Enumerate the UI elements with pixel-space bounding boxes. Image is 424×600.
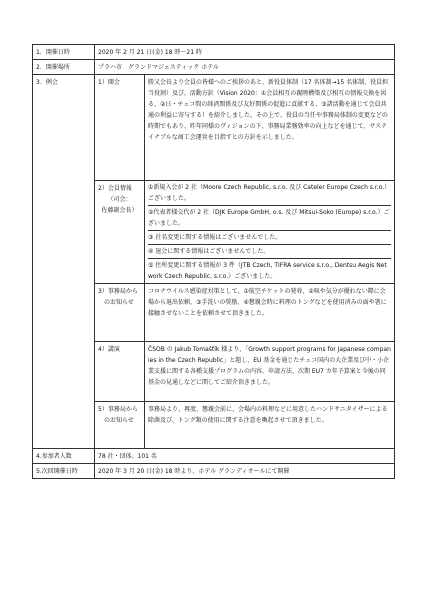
member-item-representative: ②代表者様交代が 2 社（DJK Europe GmbH, o.s. 及び Mitsui-Soko (Europe) s.r.o.）ございました。 — [148, 206, 391, 231]
secretariat1-text: コロナウイルス感染症対策として、①航空チケットの発券、②咳や気分が優れない際に会場から退出依頼、③手洗いの奨励、④懇親会時に料理のトングなどを使用済みの面や箸に接触させないことを依頼させて頂きました。 — [145, 284, 395, 342]
minutes-table — [32, 44, 395, 479]
members-label-line2: （司会： — [107, 196, 132, 203]
next-label: 5.次回開催日時 — [33, 464, 95, 479]
secretariat2-text: 事務局より、再度、懇親会前に、会場内の料理などに用意したハンドサニタイザーによる除菌及び、トング類の使用に関する注意を喚起させて頂きました。 — [145, 402, 395, 449]
secretariat1-label-line1: 3）事務局から — [98, 288, 138, 295]
next-value: 2020 年 3 月 20 日(金) 18 時より、ホテル グランディオールにて開催 — [95, 464, 395, 479]
member-item-new: ①新規入会が 2 社（Moore Czech Republic, s.r.o. 及び Cateler Europe Czech s.r.o.）ございました。 — [148, 181, 391, 206]
venue-label: 2．開催場所 — [33, 60, 95, 75]
row-date — [33, 45, 395, 60]
member-item-name-change: ③ 社名変更に関する情報はございませんでした。 — [148, 231, 391, 245]
secretariat2-label — [95, 402, 145, 449]
secretariat2-label-line2: のお知らせ — [104, 417, 134, 424]
member-item-withdrawal: ④ 退会に関する情報はございませんでした。 — [148, 245, 391, 259]
agenda-label: 3．例会 — [33, 75, 95, 449]
secretariat1-label-line2: のお知らせ — [104, 299, 134, 306]
attendees-value: 78 社・団体、101 名 — [95, 449, 395, 464]
members-label-line3: 佐藤副会長） — [101, 207, 138, 214]
opening-text: 勝又会長より会員の皆様へのご挨拶のあと、新役員体制（17 名体制→15 名体制、役員担当役割）及び、活動方針（Vision 2020：①会員相互の親睦構築及び相互の情報交換を図る、②日・チェコ間の経済関係及び友好関係の促進に貢献する、③諸活動を通じて会員共通の利益に寄与する）を紹介しました。その上で、役員の当任や事務局体制の変更などの時期でもあり、昨年同様のヴィジョンの下、事務局業務効率の向上などを通じて、サステイナブルな商工会運営を目指すとの方針を示しました。 — [145, 75, 395, 181]
secretariat2-label-line1: 5）事務局から — [98, 406, 138, 413]
members-label-line1: 2）会員情報 — [98, 185, 132, 192]
row-attendees — [33, 449, 395, 464]
date-value: 2020 年 2 月 21 日(金) 18 時～21 時 — [95, 45, 395, 60]
row-opening — [33, 75, 395, 181]
secretariat1-label — [95, 284, 145, 342]
row-venue — [33, 60, 395, 75]
opening-label: 1）開会 — [95, 75, 145, 181]
venue-value: プラハ市 グランドマジェスティック ホテル — [95, 60, 395, 75]
attendees-label: 4.参加者人数 — [33, 449, 95, 464]
members-label — [95, 181, 145, 284]
members-items — [145, 181, 395, 284]
lecture-label: 4）講演 — [95, 342, 145, 402]
row-next — [33, 464, 395, 479]
member-item-address-change: ⑤ 住所変更に関する情報が 3 件（JTB Czech, TIFRA service s.r.o., Dentsu Aegis Network Czech Republic, s.r.o.）ございました。 — [148, 262, 387, 280]
lecture-text: ČSOB の Jakub Tomašťík 様より、「Growth support programs for Japanese companies in the Czech Republic」と題し、EU 基金を通じたチェコ国内の大企業及び中・小企業支援に関する各種支援プログラムの内容、申請方法、次期 EU7 カ年予算案と今後の同基金の見通しなどに関してご紹介頂きました。 — [145, 342, 395, 402]
date-label: 1．開催日時 — [33, 45, 95, 60]
